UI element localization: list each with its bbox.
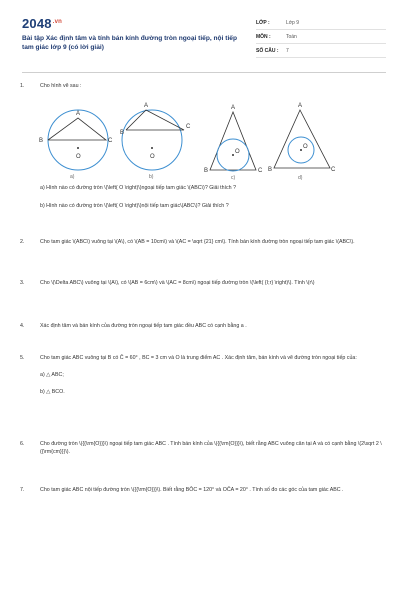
- question-7: [20, 486, 386, 494]
- meta-row-class: [256, 16, 386, 30]
- sub-question: b) Hình nào có đường tròn \(\left( O \right)\)nội tiếp tam giác\(ABC\)? Giải thích ?: [40, 203, 229, 210]
- figure-a: [36, 98, 114, 180]
- figure-center-point: [77, 147, 79, 149]
- figure-point-label: B: [120, 130, 125, 136]
- figure-point-label: O: [76, 154, 81, 160]
- meta-label: LỚP :: [256, 19, 270, 26]
- figure-point-label: O: [150, 154, 155, 160]
- figure-center-point: [151, 147, 153, 149]
- figure-triangle: [48, 118, 106, 140]
- figure-triangle: [126, 110, 184, 130]
- question-text: Xác định tâm và bán kính của đường tròn ngoại tiếp tam giác đều ABC có cạnh bằng a .: [40, 323, 247, 329]
- question-text: Cho tam giác ABC nội tiếp đường tròn \({{\rm{O}}}\). Biết rằng BÔC = 120° và OĈA = 20° . Tính số đo các góc của tam giác ABC .: [40, 487, 344, 493]
- logo-text: 2048: [22, 16, 52, 31]
- figure-triangle: [274, 110, 330, 168]
- question-4: [20, 322, 386, 330]
- figure-point-label: A: [231, 105, 236, 111]
- question-text: Cho \(\Delta ABC\) vuông tại \(A\), có \(AB = 6cm\) và \(AC = 8cm\) ngoại tiếp đường tròn \(\left( {I;r} \right)\). Tính \(r\): [40, 280, 315, 286]
- meta-row-count: [256, 44, 386, 58]
- question-3: [20, 279, 386, 287]
- figure-d: [268, 98, 336, 180]
- question-6: [20, 440, 386, 456]
- question-1-subs: [20, 184, 386, 210]
- sub-question: b) △ BCO.: [40, 389, 65, 396]
- site-logo[interactable]: [22, 16, 62, 31]
- meta-value: Lớp 9: [286, 19, 300, 26]
- figure-point-label: C: [258, 168, 263, 174]
- figure-circle: [122, 110, 182, 170]
- question-1: [20, 82, 386, 90]
- document-title: Bài tập Xác định tâm và tính bán kính đường tròn ngoại tiếp, nội tiếp tam giác lớp 9 (có lời giải): [22, 35, 237, 51]
- figure-point-label: A: [298, 103, 303, 109]
- figure-point-label: O: [235, 149, 240, 155]
- question-number: 7.: [20, 487, 25, 493]
- question-text: Cho hình vẽ sau :: [40, 83, 82, 89]
- meta-label: MÔN :: [256, 33, 271, 40]
- question-number: 5.: [20, 355, 25, 361]
- question-5: [20, 354, 386, 397]
- figure-center-point: [300, 149, 302, 151]
- figure-point-label: B: [39, 138, 44, 144]
- meta-row-subject: [256, 30, 386, 44]
- figure-row: [36, 98, 336, 180]
- figure-b: [120, 98, 202, 180]
- figure-label: c): [231, 175, 236, 180]
- header-divider: [22, 72, 386, 73]
- figure-label: a): [70, 174, 75, 180]
- meta-label: SỐ CÂU :: [256, 47, 279, 54]
- figure-point-label: C: [331, 167, 336, 173]
- figure-triangle: [210, 112, 256, 170]
- meta-table: [256, 16, 386, 58]
- sub-question: a) △ ABC;: [40, 372, 64, 379]
- question-number: 6.: [20, 441, 25, 447]
- sub-question: a) Hình nào có đường tròn \(\left( O \right)\)ngoại tiếp tam giác \(ABC\)? Giải thích ?: [40, 185, 237, 191]
- question-number: 3.: [20, 280, 25, 286]
- logo-suffix: .vn: [52, 18, 63, 25]
- question-text: Cho tam giác \(ABC\) vuông tại \(A\), có \(AB = 10cm\) và \(AC = \sqrt {21} cm\). Tính bán kính đường tròn ngoại tiếp tam giác \(ABC\).: [40, 239, 355, 245]
- figure-label: d): [298, 175, 303, 180]
- figure-point-label: C: [108, 138, 113, 144]
- figure-point-label: O: [303, 144, 308, 150]
- figure-label: b): [149, 174, 154, 180]
- meta-value: 7: [286, 47, 289, 54]
- meta-value: Toán: [286, 33, 297, 40]
- figure-point-label: C: [186, 124, 191, 130]
- question-text: Cho tam giác ABC vuông tại B có Ĉ = 60° , BC = 3 cm và O là trung điểm AC . Xác định tâm, bán kính và vẽ đường tròn ngoại tiếp của:: [40, 355, 357, 361]
- question-2: [20, 238, 386, 246]
- figure-point-label: B: [204, 168, 209, 174]
- question-number: 4.: [20, 323, 25, 329]
- question-number: 1.: [20, 83, 25, 89]
- figure-point-label: A: [144, 103, 149, 109]
- figure-c: [204, 98, 266, 180]
- question-text: Cho đường tròn \({{\rm{O}}}\) ngoại tiếp tam giác ABC . Tính bán kính của \({{\rm{O}}}\), biết rằng ABC vuông cân tại A và có cạnh bằng \(2\sqrt 2 \({\rm{cm}}}\).: [40, 441, 382, 456]
- question-number: 2.: [20, 239, 25, 245]
- figure-point-label: A: [76, 111, 81, 117]
- figure-point-label: B: [268, 167, 273, 173]
- figure-center-point: [232, 154, 234, 156]
